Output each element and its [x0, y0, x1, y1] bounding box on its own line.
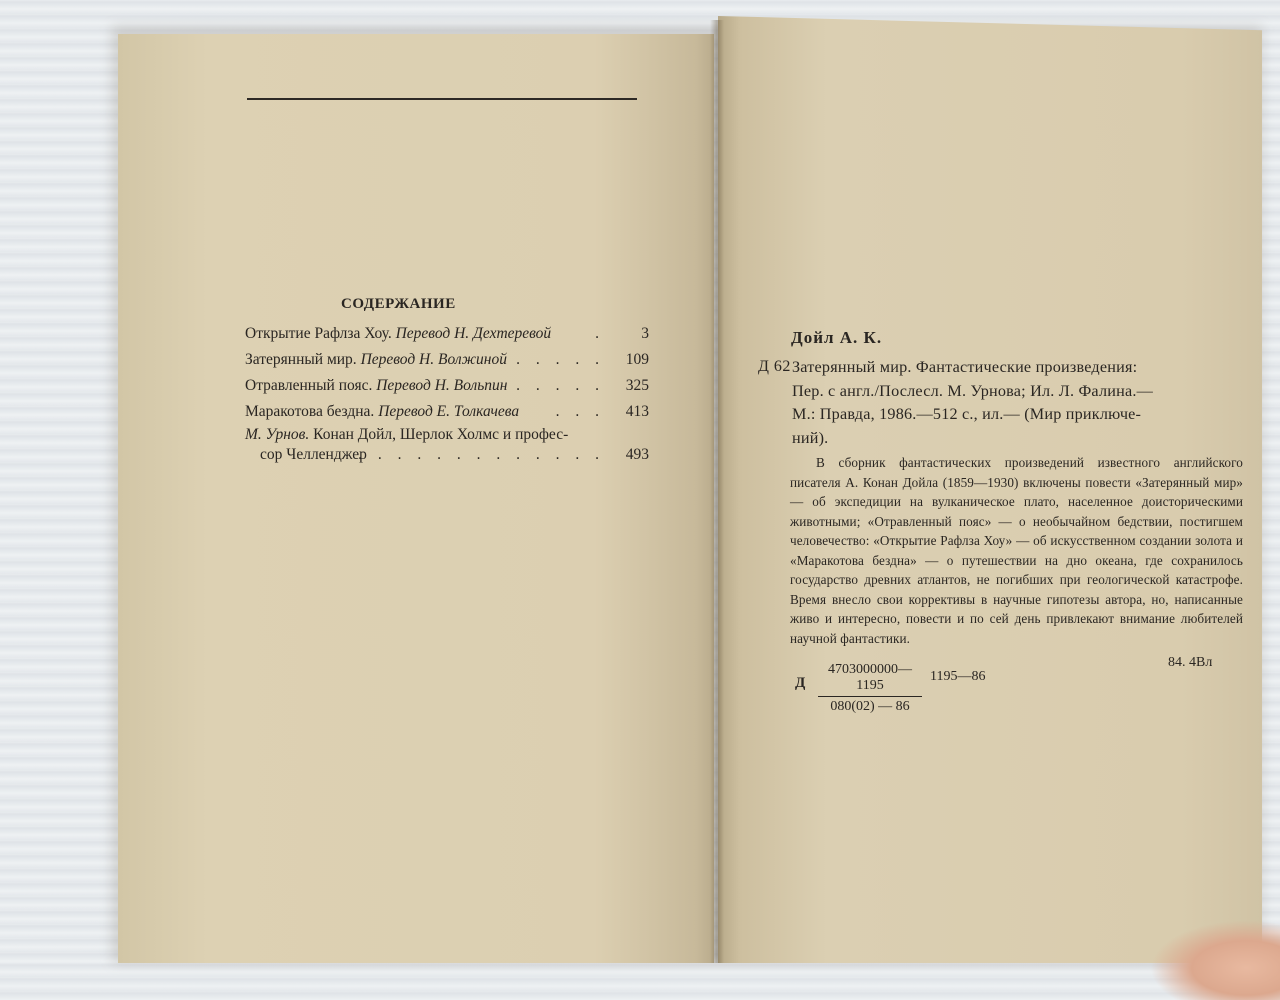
toc-entry-title: Маракотова бездна.	[245, 403, 375, 420]
toc-entry	[245, 347, 649, 373]
catalog-entry-line: М.: Правда, 1986.—512 с., ил.— (Мир приключе-	[792, 405, 1142, 423]
toc-leader-dots: . . . . .	[516, 377, 605, 394]
toc-entry-author: М. Урнов.	[245, 426, 310, 443]
index-letter: Д	[795, 675, 806, 691]
fraction-denominator: 080(02) — 86	[830, 699, 910, 714]
catalog-entry-line: Затерянный мир. Фантастические произведения:	[792, 358, 1138, 376]
catalog-entry	[792, 356, 1242, 450]
toc-entry-title: Затерянный мир.	[245, 351, 357, 368]
toc-entry	[245, 399, 649, 425]
catalog-entry-line: ний).	[792, 428, 829, 447]
toc-entry-afterword	[245, 425, 649, 467]
bbk-index: 84. 4Вл	[1168, 655, 1213, 670]
toc-entry-title-continued: сор Челленджер	[260, 446, 367, 463]
catalog-author: Дойл А. К.	[791, 328, 883, 347]
toc-page-number: 3	[641, 325, 649, 342]
table-of-contents	[245, 321, 649, 467]
toc-entry-translator: Перевод Н. Дехтеревой	[395, 325, 552, 342]
left-page	[118, 34, 714, 963]
annotation-text: В сборник фантастических произведений известного английского писателя А. Конан Дойла (1859—1930) включены повести «Затерянный мир» — об экспедиции на вулканическое плато, населенное доисторическими животными; «Отравленный пояс» — о необычайном бедствии, постигшем человечество: «Открытие Рафлза Хоу» — об искусственном создании золота и «Маракотова бездна» — о путешествии на дно океана, где сохранилось государство древних атлантов, не погибших при геологической катастрофе. Время внесло свои коррективы в научные гипотезы автора, но, написанные живо и интересно, повести и по сей день привлекают внимание любителей научной фантастики.	[790, 455, 1243, 646]
toc-page-number: 413	[625, 403, 649, 420]
toc-entry-translator: Перевод Н. Волжиной	[360, 351, 507, 368]
toc-entry-title: Конан Дойл, Шерлок Холмс и профес-	[313, 426, 569, 443]
annotation	[790, 453, 1243, 648]
toc-leader-dots: . . .	[555, 403, 605, 420]
thumb-finger	[1150, 920, 1280, 1000]
toc-entry	[245, 321, 649, 347]
toc-leader-dots: . . . . .	[516, 351, 605, 368]
header-rule	[247, 98, 637, 100]
toc-page-number: 325	[625, 377, 649, 394]
catalog-code: Д 62	[758, 358, 791, 375]
toc-leader-dots: .	[595, 325, 605, 342]
toc-page-number: 109	[625, 351, 649, 368]
catalog-entry-line: Пер. с англ./Послесл. М. Урнова; Ил. Л. Фалина.—	[792, 381, 1153, 400]
toc-page-number: 493	[625, 446, 649, 463]
toc-entry-title: Отравленный пояс.	[245, 377, 373, 394]
toc-entry-translator: Перевод Н. Вольпин	[376, 377, 508, 394]
toc-entry-title: Открытие Рафлза Хоу.	[245, 325, 392, 342]
toc-leader-dots: . . . . . . . . . . . . .	[358, 446, 605, 463]
book-gutter	[710, 20, 724, 963]
toc-entry-translator: Перевод Е. Толкачева	[378, 403, 520, 420]
index-fraction	[818, 662, 922, 715]
index-tail: 1195—86	[930, 669, 986, 684]
toc-entry	[245, 373, 649, 399]
toc-title: СОДЕРЖАНИЕ	[341, 296, 456, 312]
fraction-numerator: 4703000000—1195	[818, 662, 922, 697]
